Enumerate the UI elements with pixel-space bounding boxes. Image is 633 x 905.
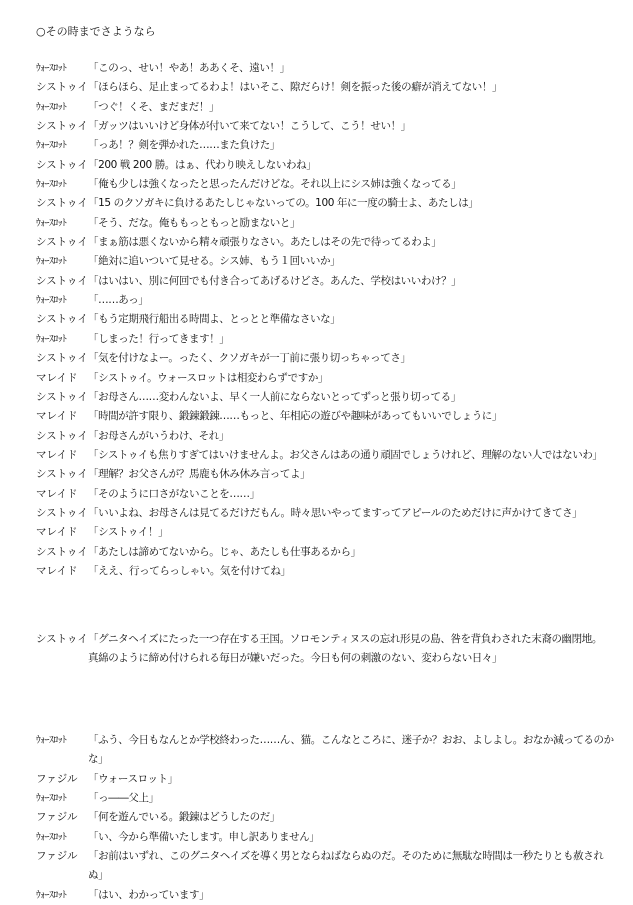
dialogue-text: 「しまった！行ってきます！」 <box>88 332 230 345</box>
dialogue-text: 「ガッツはいいけど身体が付いて来てない！こうして、こう！せい！」 <box>88 120 411 133</box>
speaker-name: ｳｫｰｽﾛｯﾄ <box>36 101 67 113</box>
dialogue-text: 「そのように口さがないことを……」 <box>88 487 260 500</box>
speaker-name: シストゥイ <box>36 506 88 519</box>
dialogue-line <box>36 808 616 827</box>
dialogue-text: 「っあ！？剣を弾かれた……また負けた」 <box>88 139 280 152</box>
speaker-name: ファジル <box>36 811 89 824</box>
dialogue-text: 「15 のクソガキに負けるあたしじゃないっての。100 年に一度の騎士よ、あたしは」 <box>88 197 479 210</box>
dialogue-line <box>36 485 616 504</box>
dialogue-line <box>36 252 616 271</box>
dialogue-line <box>36 291 616 310</box>
dialogue-line <box>36 407 616 426</box>
speaker-name: シストゥイ <box>36 158 88 171</box>
speaker-name: マレイド <box>36 448 88 461</box>
dialogue-text: 「200 戦 200 勝。はぁ、代わり映えしないわね」 <box>88 158 317 171</box>
monologue <box>36 630 616 669</box>
dialogue-line <box>36 136 616 155</box>
dialogue-line <box>36 731 616 770</box>
dialogue-text: 「もう定期飛行船出る時間よ、とっとと準備なさいな」 <box>88 313 341 326</box>
speaker-name: ファジル <box>36 772 89 785</box>
speaker-name: ｳｫｰｽﾛｯﾄ <box>36 333 67 345</box>
dialogue-line <box>36 562 616 581</box>
dialogue-line <box>36 427 616 446</box>
dialogue-text: 「ウォースロット」 <box>88 772 178 785</box>
speaker-name: ファジル <box>36 850 89 863</box>
speaker-name: シストゥイ <box>36 352 88 365</box>
dialogue-text: 「シストゥイ。ウォースロットは相変わらずですか」 <box>88 371 329 384</box>
dialogue-line <box>36 504 616 523</box>
dialogue-line <box>36 98 616 117</box>
dialogue-text: 「はい、わかっています」 <box>88 888 210 901</box>
dialogue-text: 「グニタヘイズにたった一つ存在する王国。ソロモンティヌスの忘れ形見の島、咎を背負わされた末裔の幽閉地。 <box>88 633 602 645</box>
speaker-name: マレイド <box>36 564 88 577</box>
dialogue-line <box>36 156 616 175</box>
dialogue-text: 「ほらほら、足止まってるわよ！はいそこ、隙だらけ！剣を振った後の癖が消えてない！」 <box>88 81 503 94</box>
dialogue-line <box>36 194 616 213</box>
dialogue-text: 「っ――父上」 <box>88 792 159 805</box>
dialogue-text: 「シストゥイ！」 <box>88 526 169 539</box>
dialogue-text: 「俺も少しは強くなったと思ったんだけどな。それ以上にシス姉は強くなってる」 <box>88 178 462 191</box>
dialogue-line <box>36 330 616 349</box>
dialogue-text: 「ふう、今日もなんとか学校終わった……ん、猫。こんなところに、迷子か？おお、よしよし。おなか減ってるのかな」 <box>88 734 614 766</box>
dialogue-text: 「はいはい、別に何回でも付き合ってあげるけどさ。あんた、学校はいいわけ？」 <box>88 274 462 287</box>
speaker-name: ｳｫｰｽﾛｯﾄ <box>36 140 67 152</box>
dialogue-scene-1 <box>36 59 616 581</box>
speaker-name: ｳｫｰｽﾛｯﾄ <box>36 735 67 746</box>
dialogue-continuation <box>36 649 616 668</box>
dialogue-text: 「い、今から準備いたします。申し訳ありません」 <box>88 830 320 843</box>
dialogue-line <box>36 214 616 233</box>
dialogue-text: 「いいよね、お母さんは見てるだけだもん。時々思いやってますってアピールのためだけに声かけてきてさ」 <box>88 506 583 519</box>
speaker-name: シストゥイ <box>36 236 88 249</box>
speaker-name: シストゥイ <box>36 468 88 481</box>
speaker-name: シストゥイ <box>36 313 88 326</box>
dialogue-line <box>36 175 616 194</box>
speaker-name: シストゥイ <box>36 390 88 403</box>
speaker-name: ｳｫｰｽﾛｯﾄ <box>36 217 67 229</box>
dialogue-line <box>36 369 616 388</box>
dialogue-text: 「気を付けなよー。ったく、クソガキが一丁前に張り切っちゃってさ」 <box>88 352 411 365</box>
dialogue-text: 真綿のように締め付けられる毎日が嫌いだった。今日も何の刺激のない、変わらない日々」 <box>88 652 503 665</box>
dialogue-line <box>36 543 616 562</box>
dialogue-line <box>36 78 616 97</box>
speaker-name: シストゥイ <box>36 429 88 442</box>
speaker-name: ｳｫｰｽﾛｯﾄ <box>36 831 67 843</box>
speaker-name: ｳｫｰｽﾛｯﾄ <box>36 256 67 268</box>
scene-title: ○その時までさようなら <box>36 25 156 38</box>
dialogue-scene-2 <box>36 731 616 905</box>
speaker-name: マレイド <box>36 371 88 384</box>
dialogue-text: 「理解？お父さんが？馬鹿も休み休み言ってよ」 <box>88 468 311 481</box>
dialogue-line <box>36 310 616 329</box>
speaker-name: シストゥイ <box>36 120 88 133</box>
dialogue-text: 「シストゥイも焦りすぎてはいけませんよ。お父さんはあの通り頑固でしょうけれど、理解のない人ではないわ」 <box>88 448 603 461</box>
dialogue-line <box>36 388 616 407</box>
dialogue-line <box>36 272 616 291</box>
speaker-name: マレイド <box>36 410 88 423</box>
speaker-name: シストゥイ <box>36 633 88 645</box>
speaker-name: ｳｫｰｽﾛｯﾄ <box>36 793 67 805</box>
dialogue-text: 「あたしは諦めてないから。じゃ、あたしも仕事あるから」 <box>88 545 361 558</box>
speaker-name: マレイド <box>36 526 88 539</box>
dialogue-line <box>36 523 616 542</box>
speaker-name: ｳｫｰｽﾛｯﾄ <box>36 179 67 191</box>
speaker-name: ｳｫｰｽﾛｯﾄ <box>36 295 67 307</box>
speaker-name: ｳｫｰｽﾛｯﾄ <box>36 63 67 74</box>
dialogue-text: 「そう、だな。俺ももっともっと励まないと」 <box>88 216 301 229</box>
speaker-name: シストゥイ <box>36 274 88 287</box>
speaker-name: ｳｫｰｽﾛｯﾄ <box>36 889 67 901</box>
dialogue-text: 「……あっ」 <box>88 294 149 307</box>
speaker-name: シストゥイ <box>36 81 88 94</box>
dialogue-text: 「何を遊んでいる。鍛錬はどうしたのだ」 <box>88 811 280 824</box>
speaker-name: シストゥイ <box>36 545 88 558</box>
dialogue-line <box>36 349 616 368</box>
dialogue-line <box>36 630 616 649</box>
dialogue-line <box>36 233 616 252</box>
dialogue-text: 「このっ、せい！やあ！ああくそ、遠い！」 <box>88 62 290 74</box>
dialogue-text: 「絶対に追いついて見せる。シス姉、もう１回いいか」 <box>88 255 341 268</box>
dialogue-line <box>36 789 616 808</box>
dialogue-text: 「つぐ！くそ、まだまだ！」 <box>88 100 220 113</box>
dialogue-line <box>36 886 616 905</box>
dialogue-text: 「お前はいずれ、このグニタヘイズを導く男とならねばならぬのだ。そのために無駄な時間は一秒たりとも赦されぬ」 <box>88 850 604 882</box>
speaker-name: マレイド <box>36 487 88 500</box>
dialogue-line <box>36 847 616 886</box>
dialogue-text: 「ええ、行ってらっしゃい。気を付けてね」 <box>88 564 291 577</box>
dialogue-line <box>36 446 616 465</box>
dialogue-line <box>36 828 616 847</box>
dialogue-text: 「お母さん……変わんないよ、早く一人前にならないとってずっと張り切ってる」 <box>88 390 461 403</box>
dialogue-line <box>36 770 616 789</box>
dialogue-text: 「まぁ筋は悪くないから精々頑張りなさい。あたしはその先で待ってるわよ」 <box>88 236 442 249</box>
dialogue-text: 「時間が許す限り、鍛錬鍛錬……もっと、年相応の遊びや趣味があってもいいでしょうに」 <box>88 410 502 423</box>
dialogue-line <box>36 465 616 484</box>
speaker-name: シストゥイ <box>36 197 88 210</box>
dialogue-line <box>36 117 616 136</box>
dialogue-line <box>36 59 616 78</box>
dialogue-text: 「お母さんがいうわけ、それ」 <box>88 429 229 442</box>
